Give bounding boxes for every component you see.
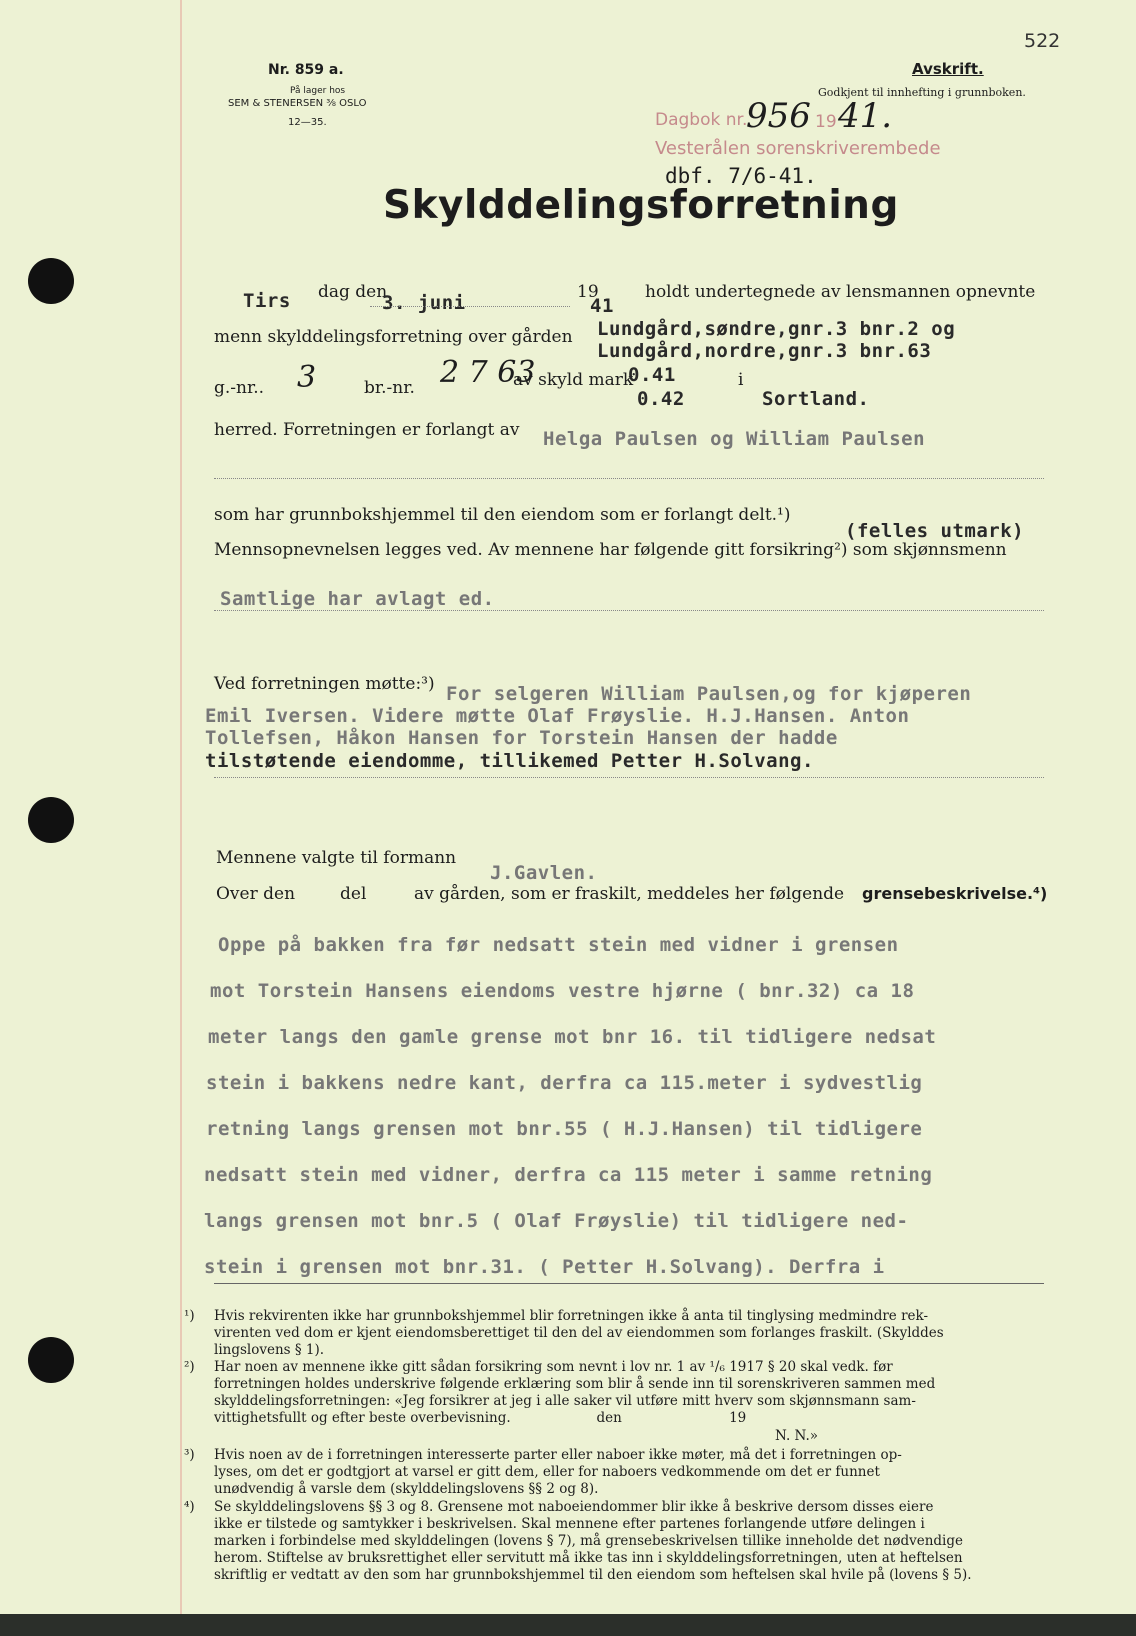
gnr-hand: 3 [297,360,317,395]
skyld-2: 0.42 [637,388,685,410]
form-number: Nr. 859 a. [268,62,344,78]
footnote-line: lingslovens § 1). [214,1342,325,1358]
day-typed: Tirs [243,290,291,312]
footnote-line: skylddelingsforretningen: «Jeg forsikrer at jeg i alle saker vil utføre mitt hverv som skjønnsmann sam- [214,1393,916,1409]
scan-edge [0,1614,1136,1636]
men-text: menn skylddelingsforretning over gården [214,327,573,347]
herred-value: Sortland. [762,388,870,410]
motte-line: For selgeren William Paulsen,og for kjøperen [446,683,972,705]
footnote-line: marken i forbindelse med skylddelingen (lovens § 7), må grensebeskrivelsen tillike inneholde det nødvendige [214,1533,963,1549]
footnote-line: lyses, om det er godtgjort at varsel er gitt dem, eller for naboers vedkommende om det er funnet [214,1464,880,1480]
gnr-label: g.-nr.. [214,378,265,398]
footnote-signature [775,1428,975,1445]
i-label: i [738,370,744,390]
footnote-line: Hvis noen av de i forretningen interesserte parter eller naboer ikke møter, må det i forretningen op- [214,1447,902,1463]
intro-text: holdt undertegnede av lensmannen opnevnte [645,282,1036,302]
formann-value: J.Gavlen. [490,862,598,884]
dag-label: dag den [318,282,388,302]
boundary-line: nedsatt stein med vidner, derfra ca 115 meter i samme retning [204,1164,933,1186]
dagbok-year: 41. [838,96,893,136]
over-text-b: del [340,884,367,904]
over-text-c: av gården, som er fraskilt, meddeles her følgende [414,884,845,904]
footnote-4 [184,1499,1044,1584]
mennsop-text: Mennsopnevnelsen legges ved. Av mennene har følgende gitt forsikring²) som skjønnsmenn [214,540,1007,560]
boundary-line: Oppe på bakken fra før nedsatt stein med vidner i grensen [218,934,899,956]
grense-label: grensebeskrivelse.⁴) [862,884,1048,903]
dotline [214,478,1044,479]
motte-line: Emil Iversen. Videre møtte Olaf Frøyslie. H.J.Hansen. Anton [205,705,910,727]
grunnbok-text: som har grunnbokshjemmel til den eiendom som er forlangt delt.¹) [214,505,791,525]
bnr-hand: 2 7 63 [440,355,536,390]
farm-line-2: Lundgård,nordre,gnr.3 bnr.63 [597,340,932,362]
footnote-line: N. N.» [775,1428,819,1444]
boundary-line: mot Torstein Hansens eiendoms vestre hjørne ( bnr.32) ca 18 [210,980,915,1002]
page-number: 522 [1024,30,1061,52]
publisher-date: 12—35. [288,117,327,128]
herred-text: herred. Forretningen er forlangt av [214,420,520,440]
felles-utmark: (felles utmark) [845,520,1025,542]
boundary-line: retning langs grensen mot bnr.55 ( H.J.Hansen) til tidligere [206,1118,923,1140]
over-text-a: Over den [216,884,296,904]
boundary-line: meter langs den gamle grense mot bnr 16. til tidligere nedsat [208,1026,937,1048]
dotline [214,610,1044,611]
footnote-1 [184,1308,1044,1359]
footnote-line: virenten ved dom er kjent eiendomsberettiget til den del av eiendommen som forlanges fraskilt. (Skylddes [214,1325,944,1341]
footnote-line: forretningen holdes underskrive følgende erklæring som blir å sende inn til sorenskriveren sammen med [214,1376,936,1392]
footnote-2 [184,1359,1044,1427]
boundary-line: stein i bakkens nedre kant, derfra ca 115.meter i sydvestlig [206,1072,923,1094]
dagbok-label: Dagbok nr. [655,110,748,130]
margin-line [180,0,182,1636]
formann-label: Mennene valgte til formann [216,848,457,868]
motte-line: Tollefsen, Håkon Hansen for Torstein Hansen der hadde [205,727,838,749]
motte-line: tilstøtende eiendomme, tillikemed Petter H.Solvang. [205,750,814,772]
footnote-line: Har noen av mennene ikke gitt sådan forsikring som nevnt i lov nr. 1 av ¹/₆ 1917 § 20 skal vedk. før [214,1359,893,1375]
date-typed: 3. juni [382,292,466,314]
office-stamp: Vesterålen sorenskriverembede [655,138,941,159]
motte-label: Ved forretningen møtte:³) [214,674,435,694]
footnote-line: herom. Stiftelse av bruksrettighet eller servitutt må ikke tas inn i skylddelingsforretningen, uten at heftelsen [214,1550,963,1566]
dbf-note: dbf. 7/6-41. [665,164,817,188]
punch-hole [28,258,74,304]
footnote-number: ³) [184,1447,195,1463]
footnote-number: ¹) [184,1308,195,1324]
date-dotline [370,306,570,307]
footnote-line: Se skylddelingslovens §§ 3 og 8. Grensene mot naboeiendommer blir ikke å beskrive dersom disses eiere [214,1499,934,1515]
bnr-label: br.-nr. [364,378,415,398]
footnote-line: vittighetsfullt og efter beste overbevisning. den 19 [214,1410,747,1426]
footnote-line: ikke er tilstede og samtykker i beskrivelsen. Skal mennene efter partenes forlangende utføre delingen i [214,1516,925,1532]
page-title: Skylddelingsforretning [383,183,899,228]
footnote-3 [184,1447,1044,1498]
skyld-label: av skyld mark [513,370,634,390]
footnote-line: skriftlig er vedtatt av den som har grunnbokshjemmel til den eiendom som heftelsen skal hvile på (lovens § 5). [214,1567,972,1583]
boundary-line: stein i grensen mot bnr.31. ( Petter H.Solvang). Derfra i [204,1256,885,1278]
publisher-line1: På lager hos [290,86,346,96]
punch-hole [28,1337,74,1383]
footnote-number: ²) [184,1359,195,1375]
publisher-line2: SEM & STENERSEN ⅜ OSLO [228,98,367,109]
samtlige-text: Samtlige har avlagt ed. [220,588,495,610]
footnote-line: unødvendig å varsle dem (skylddelingslovens §§ 2 og 8). [214,1481,599,1497]
dagbok-number: 956 [746,96,811,136]
godkjent-label: Godkjent til innhefting i grunnboken. [818,86,1026,99]
punch-hole [28,797,74,843]
skyld-1: 0.41 [628,364,676,386]
year-prefix: 19 [577,282,599,302]
farm-line-1: Lundgård,søndre,gnr.3 bnr.2 og [597,318,956,340]
dagbok-year-label: 19 [815,112,837,132]
year-typed: 41 [590,295,614,317]
avskrift-label: Avskrift. [912,60,984,78]
dotline [214,777,1044,778]
footnote-number: ⁴) [184,1499,195,1515]
footnote-divider [214,1283,1044,1284]
footnote-line: Hvis rekvirenten ikke har grunnbokshjemmel blir forretningen ikke å anta til tinglysing medmindre rek- [214,1308,929,1324]
boundary-line: langs grensen mot bnr.5 ( Olaf Frøyslie) til tidligere ned- [204,1210,909,1232]
requested-by: Helga Paulsen og William Paulsen [543,428,926,450]
